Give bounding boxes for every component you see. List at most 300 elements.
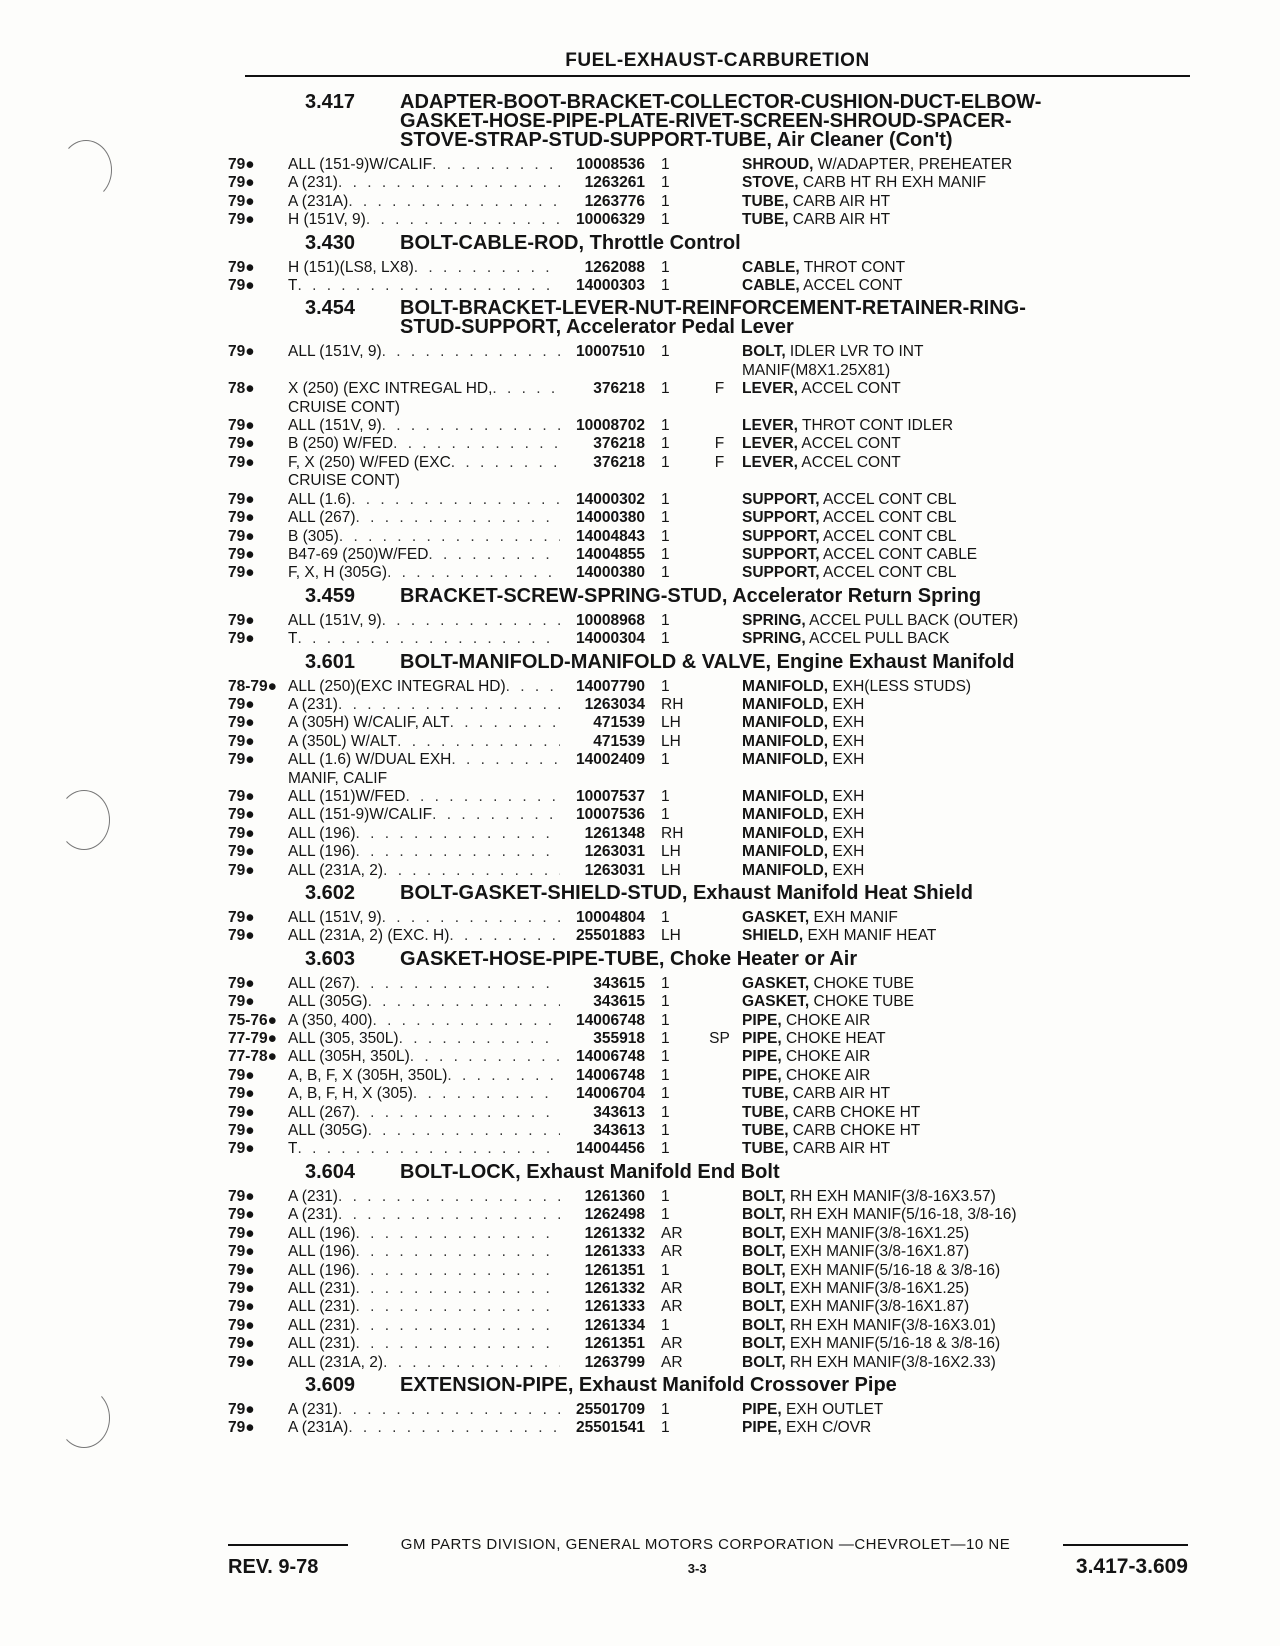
spacer (645, 927, 657, 945)
part-name: GASKET, (742, 909, 810, 926)
quantity: 1 (661, 1140, 670, 1158)
source-code (697, 1188, 742, 1206)
application-cell (288, 1280, 560, 1298)
application: ALL (231A, 2) (EXC. H) (288, 927, 450, 945)
part-detail: CHOKE AIR (781, 1048, 871, 1066)
application: A, B, F, X (305H, 350L) (288, 1066, 448, 1084)
model-year: 79● (228, 1353, 255, 1371)
part-name: CABLE, (742, 258, 800, 276)
leader-dots (410, 1048, 560, 1066)
section-heading (228, 299, 1188, 337)
application: ALL (151V, 9) (288, 343, 382, 361)
part-description (742, 343, 1188, 380)
application-cell (288, 343, 560, 380)
part-detail: ACCEL CONT (799, 277, 903, 295)
application-cell (288, 1354, 560, 1372)
source-code (697, 259, 742, 277)
source-code: F (714, 435, 725, 453)
part-detail: EXH (828, 695, 865, 713)
application: ALL (151V, 9) (288, 417, 382, 435)
application-cell (288, 564, 560, 582)
part-detail: EXH(LESS STUDS) (828, 677, 972, 695)
application-cell (288, 174, 560, 192)
part-detail: CHOKE TUBE (809, 974, 914, 992)
parts-row (228, 1048, 1188, 1066)
spacer (645, 193, 657, 211)
part-description (742, 417, 1188, 435)
part-detail: EXH MANIF HEAT (803, 927, 937, 945)
part-number: 1262088 (584, 258, 645, 276)
page-header: FUEL-EXHAUST-CARBURETION (245, 50, 1190, 77)
part-number: 1261333 (584, 1243, 645, 1261)
part-detail: CARB CHOKE HT (788, 1122, 921, 1140)
part-description (742, 1067, 1188, 1085)
application: ALL (151-9)W/CALIF (288, 806, 433, 824)
source-code (697, 696, 742, 714)
application: ALL (267) (288, 1103, 356, 1121)
application: F, X (250) W/FED (EXC CRUISE CONT) (288, 453, 451, 490)
part-name: MANIFOLD, (742, 806, 829, 824)
part-detail: CARB CHOKE HT (788, 1103, 921, 1121)
source-code (697, 751, 742, 788)
leader-dots (356, 1335, 561, 1353)
part-description (742, 1354, 1188, 1372)
quantity: AR (661, 1279, 683, 1297)
part-detail: EXH MANIF(5/16-18 & 3/8-16) (785, 1261, 1001, 1279)
catalog-section (228, 93, 1188, 230)
source-code (697, 825, 742, 843)
leader-dots (356, 975, 561, 993)
quantity: 1 (661, 677, 670, 695)
application-cell (288, 1262, 560, 1280)
part-detail: ACCEL CONT CBL (819, 564, 957, 582)
application-cell (288, 1012, 560, 1030)
part-description (742, 1280, 1188, 1298)
model-year: 79● (228, 417, 255, 435)
part-detail: EXH MANIF(3/8-16X1.25) (785, 1279, 970, 1297)
source-code (697, 909, 742, 927)
part-detail: EXH C/OVR (781, 1419, 872, 1437)
part-description (742, 843, 1188, 861)
part-description (742, 714, 1188, 732)
leader-dots (348, 193, 560, 211)
part-description (742, 454, 1188, 491)
part-name: SUPPORT, (742, 490, 820, 508)
part-number: 1263031 (584, 843, 645, 861)
application: ALL (267) (288, 974, 356, 992)
application-cell (288, 1140, 560, 1158)
spacer (645, 1298, 657, 1316)
parts-row (228, 417, 1188, 435)
part-description (742, 630, 1188, 648)
spacer (645, 277, 657, 295)
parts-row (228, 546, 1188, 564)
model-year: 79● (228, 1224, 255, 1242)
source-code (697, 1280, 742, 1298)
part-name: LEVER, (742, 380, 798, 398)
leader-dots (383, 862, 560, 880)
quantity: 1 (661, 1011, 670, 1029)
part-number: 14002409 (576, 751, 645, 769)
part-detail: ACCEL CONT CBL (819, 509, 957, 527)
quantity: 1 (661, 1187, 670, 1205)
part-number: 1261360 (584, 1187, 645, 1205)
parts-row (228, 862, 1188, 880)
source-code: F (714, 380, 725, 398)
part-description (742, 1419, 1188, 1437)
part-name: MANIFOLD, (742, 714, 829, 732)
leader-dots (356, 1225, 561, 1243)
leader-dots (382, 343, 560, 380)
part-number: 343615 (593, 974, 645, 992)
section-title: BRACKET-SCREW-SPRING-STUD, Accelerator Return Spring (400, 584, 982, 607)
application-cell (288, 733, 560, 751)
part-name: TUBE, (742, 1122, 789, 1140)
part-number: 14006748 (576, 1048, 645, 1066)
model-year: 79● (228, 1187, 255, 1205)
section-title: ADAPTER-BOOT-BRACKET-COLLECTOR-CUSHION-DUCT-ELBOW- GASKET-HOSE-PIPE-PLATE-RIVET-SCREEN-SHROUD-SPACER- STOVE-STRAP-STUD-SUPPORT-TUBE, Air Cleaner (Con't) (400, 91, 1042, 151)
part-name: PIPE, (742, 1419, 782, 1437)
part-name: SUPPORT, (742, 527, 820, 545)
quantity: 1 (661, 1048, 670, 1066)
parts-row (228, 696, 1188, 714)
leader-dots (356, 1104, 561, 1122)
section-title: BOLT-LOCK, Exhaust Manifold End Bolt (400, 1160, 780, 1183)
application-cell (288, 630, 560, 648)
part-name: PIPE, (742, 1030, 782, 1048)
source-code: SP (709, 1030, 730, 1048)
spacer (645, 1104, 657, 1122)
part-description (742, 1140, 1188, 1158)
part-detail: ACCEL CONT (797, 380, 901, 398)
application: ALL (151)W/FED (288, 787, 406, 805)
part-number: 14004843 (576, 527, 645, 545)
part-number: 1261333 (584, 1298, 645, 1316)
application: ALL (196) (288, 1224, 356, 1242)
part-number: 25501709 (576, 1400, 645, 1418)
source-code (697, 630, 742, 648)
part-detail: EXH (828, 751, 865, 769)
leader-dots (383, 1354, 560, 1372)
spacer (645, 1067, 657, 1085)
parts-row (228, 678, 1188, 696)
part-number: 471539 (593, 732, 645, 750)
part-number: 1263031 (584, 861, 645, 879)
part-description (742, 1262, 1188, 1280)
part-name: BOLT, (742, 1335, 786, 1353)
parts-row (228, 528, 1188, 546)
leader-dots (413, 1085, 560, 1103)
parts-row (228, 714, 1188, 732)
model-year: 79● (228, 1243, 255, 1261)
application: H (151V, 9) (288, 211, 366, 229)
part-description (742, 1206, 1188, 1224)
source-code (697, 546, 742, 564)
model-year: 79● (228, 695, 255, 713)
model-year: 79● (228, 993, 255, 1011)
quantity: 1 (661, 1419, 670, 1437)
parts-row (228, 491, 1188, 509)
model-year: 79● (228, 1206, 255, 1224)
part-description (742, 546, 1188, 564)
leader-dots (387, 564, 560, 582)
model-year: 79● (228, 861, 255, 879)
spacer (645, 491, 657, 509)
part-detail: CHOKE AIR (781, 1011, 871, 1029)
application-cell (288, 1335, 560, 1353)
parts-row (228, 564, 1188, 582)
parts-row (228, 1225, 1188, 1243)
application-cell (288, 806, 560, 824)
application-cell (288, 528, 560, 546)
application: T (288, 1140, 298, 1158)
source-code (697, 509, 742, 527)
application-cell (288, 211, 560, 229)
parts-row (228, 1243, 1188, 1261)
leader-dots (338, 696, 560, 714)
spacer (645, 528, 657, 546)
part-detail: W/ADAPTER, PREHEATER (813, 156, 1013, 173)
source-code (697, 1067, 742, 1085)
parts-row (228, 454, 1188, 491)
model-year: 79● (228, 1066, 255, 1084)
part-description (742, 612, 1188, 630)
part-detail: EXH (828, 806, 865, 824)
source-code (697, 1104, 742, 1122)
part-description (742, 174, 1188, 192)
quantity: 1 (661, 974, 670, 992)
application: ALL (196) (288, 1261, 356, 1279)
application-cell (288, 546, 560, 564)
part-number: 1263799 (584, 1353, 645, 1371)
quantity: 1 (661, 509, 670, 527)
model-year: 79● (228, 843, 255, 861)
quantity: 1 (661, 174, 670, 192)
catalog-section (228, 1160, 1188, 1372)
parts-row (228, 612, 1188, 630)
quantity: 1 (661, 1066, 670, 1084)
model-year: 79● (228, 1140, 255, 1158)
part-name: BOLT, (742, 1353, 786, 1371)
part-description (742, 993, 1188, 1011)
part-detail: THROT CONT (799, 258, 906, 276)
part-detail: EXH (828, 714, 865, 732)
application-cell (288, 993, 560, 1011)
application: A (231) (288, 1400, 338, 1418)
part-number: 14000304 (576, 630, 645, 648)
source-code (697, 927, 742, 945)
spacer (645, 211, 657, 229)
quantity: LH (661, 732, 681, 750)
application: ALL (151-9)W/CALIF (288, 156, 433, 173)
quantity: RH (661, 695, 684, 713)
source-code (697, 975, 742, 993)
model-year: 79● (228, 1122, 255, 1140)
quantity: AR (661, 1335, 683, 1353)
section-title: EXTENSION-PIPE, Exhaust Manifold Crossover Pipe (400, 1373, 897, 1396)
model-year: 77-79● (228, 1030, 278, 1048)
quantity: 1 (661, 1316, 670, 1334)
leader-dots (447, 1067, 560, 1085)
source-code (697, 1401, 742, 1419)
leader-dots (356, 1298, 561, 1316)
leader-dots (356, 825, 561, 843)
parts-row (228, 1419, 1188, 1437)
part-name: SUPPORT, (742, 564, 820, 582)
model-year: 79● (228, 1103, 255, 1121)
part-detail: CARB AIR HT (788, 1085, 891, 1103)
part-description (742, 733, 1188, 751)
part-number: 376218 (593, 435, 645, 453)
part-number: 1261348 (584, 824, 645, 842)
part-name: TUBE, (742, 211, 789, 229)
quantity: AR (661, 1298, 683, 1316)
parts-row (228, 1085, 1188, 1103)
parts-row (228, 630, 1188, 648)
model-year: 79● (228, 611, 255, 629)
quantity: 1 (661, 787, 670, 805)
part-name: LEVER, (742, 453, 798, 471)
application: ALL (231A, 2) (288, 861, 384, 879)
model-year: 79● (228, 714, 255, 732)
spacer (645, 509, 657, 527)
leader-dots (372, 1012, 560, 1030)
part-description (742, 862, 1188, 880)
model-year: 79● (228, 192, 255, 210)
model-year: 79● (228, 1316, 255, 1334)
leader-dots (338, 1206, 560, 1224)
part-detail: EXH (828, 787, 865, 805)
application-cell (288, 193, 560, 211)
part-name: GASKET, (742, 974, 810, 992)
part-name: MANIFOLD, (742, 751, 829, 769)
application-cell (288, 1030, 560, 1048)
source-code (697, 491, 742, 509)
part-number: 10006329 (576, 211, 645, 229)
quantity: 1 (661, 545, 670, 563)
application: ALL (196) (288, 843, 356, 861)
section-title: BOLT-MANIFOLD-MANIFOLD & VALVE, Engine Exhaust Manifold (400, 650, 1015, 673)
application-cell (288, 417, 560, 435)
section-heading (228, 93, 1188, 150)
part-detail: THROT CONT IDLER (797, 417, 954, 435)
part-detail: EXH MANIF(3/8-16X1.25) (785, 1224, 970, 1242)
section-number: 3.604 (305, 1160, 356, 1183)
source-code (697, 528, 742, 546)
parts-row (228, 927, 1188, 945)
part-name: MANIFOLD, (742, 787, 829, 805)
section-heading (228, 1373, 1188, 1396)
section-number: 3.430 (305, 231, 356, 254)
parts-row (228, 259, 1188, 277)
part-number: 10004804 (576, 909, 645, 926)
section-title: BOLT-CABLE-ROD, Throttle Control (400, 231, 741, 254)
leader-dots (356, 509, 561, 527)
spacer (645, 1280, 657, 1298)
leader-dots (414, 259, 560, 277)
part-detail: EXH (828, 824, 865, 842)
part-name: LEVER, (742, 435, 798, 453)
quantity: LH (661, 927, 681, 945)
part-number: 343613 (593, 1103, 645, 1121)
leader-dots (393, 435, 560, 453)
application-cell (288, 751, 560, 788)
source-code (697, 806, 742, 824)
application-cell (288, 1225, 560, 1243)
part-number: 376218 (593, 453, 645, 471)
part-name: GASKET, (742, 993, 810, 1011)
parts-row (228, 1188, 1188, 1206)
section-number: 3.454 (305, 297, 356, 320)
part-number: 14000303 (576, 277, 645, 295)
source-code (697, 1298, 742, 1316)
part-detail: EXH (828, 861, 865, 879)
part-name: TUBE, (742, 1103, 789, 1121)
spacer (645, 751, 657, 788)
application-cell (288, 862, 560, 880)
part-detail: ACCEL CONT (797, 435, 901, 453)
leader-dots (338, 174, 560, 192)
application: A (231) (288, 1187, 338, 1205)
part-name: MANIFOLD, (742, 824, 829, 842)
part-detail: ACCEL PULL BACK (805, 630, 950, 648)
spacer (645, 678, 657, 696)
part-number: 14004456 (576, 1140, 645, 1158)
part-detail: CHOKE HEAT (781, 1030, 886, 1048)
source-code (697, 1243, 742, 1261)
section-range: 3.417-3.609 (1075, 1555, 1188, 1578)
part-detail: CARB AIR HT (788, 211, 891, 229)
quantity: 1 (661, 1103, 670, 1121)
application-cell (288, 975, 560, 993)
section-title: BOLT-BRACKET-LEVER-NUT-REINFORCEMENT-RETAINER-RING- STUD-SUPPORT, Accelerator Pedal Lever (400, 297, 1026, 339)
leader-dots (356, 1317, 561, 1335)
leader-dots (492, 380, 560, 417)
section-title: GASKET-HOSE-PIPE-TUBE, Choke Heater or Air (400, 947, 858, 970)
application-cell (288, 380, 560, 417)
source-code (697, 211, 742, 229)
application-cell (288, 1206, 560, 1224)
model-year: 79● (228, 1400, 255, 1418)
quantity: 1 (661, 417, 670, 435)
quantity: 1 (661, 1085, 670, 1103)
source-code (697, 174, 742, 192)
quantity: 1 (661, 453, 670, 471)
leader-dots (356, 1280, 561, 1298)
application: A (305H) W/CALIF, ALT (288, 714, 450, 732)
quantity: 1 (661, 258, 670, 276)
parts-row (228, 806, 1188, 824)
model-year: 79● (228, 1298, 255, 1316)
part-name: SHROUD, (742, 156, 814, 173)
section-number: 3.602 (305, 882, 356, 904)
parts-row (228, 1317, 1188, 1335)
part-description (742, 806, 1188, 824)
source-code (697, 733, 742, 751)
part-detail: EXH MANIF(3/8-16X1.87) (785, 1298, 970, 1316)
part-name: MANIFOLD, (742, 843, 829, 861)
application-cell (288, 1401, 560, 1419)
leader-dots (368, 1122, 560, 1140)
model-year: 79● (228, 258, 255, 276)
application-cell (288, 156, 560, 174)
binder-hole-icon (60, 140, 112, 200)
catalog-section (228, 650, 1188, 880)
catalog-section (228, 884, 1188, 946)
part-name: TUBE, (742, 192, 789, 210)
part-name: BOLT, (742, 1224, 786, 1242)
leader-dots (297, 1140, 560, 1158)
